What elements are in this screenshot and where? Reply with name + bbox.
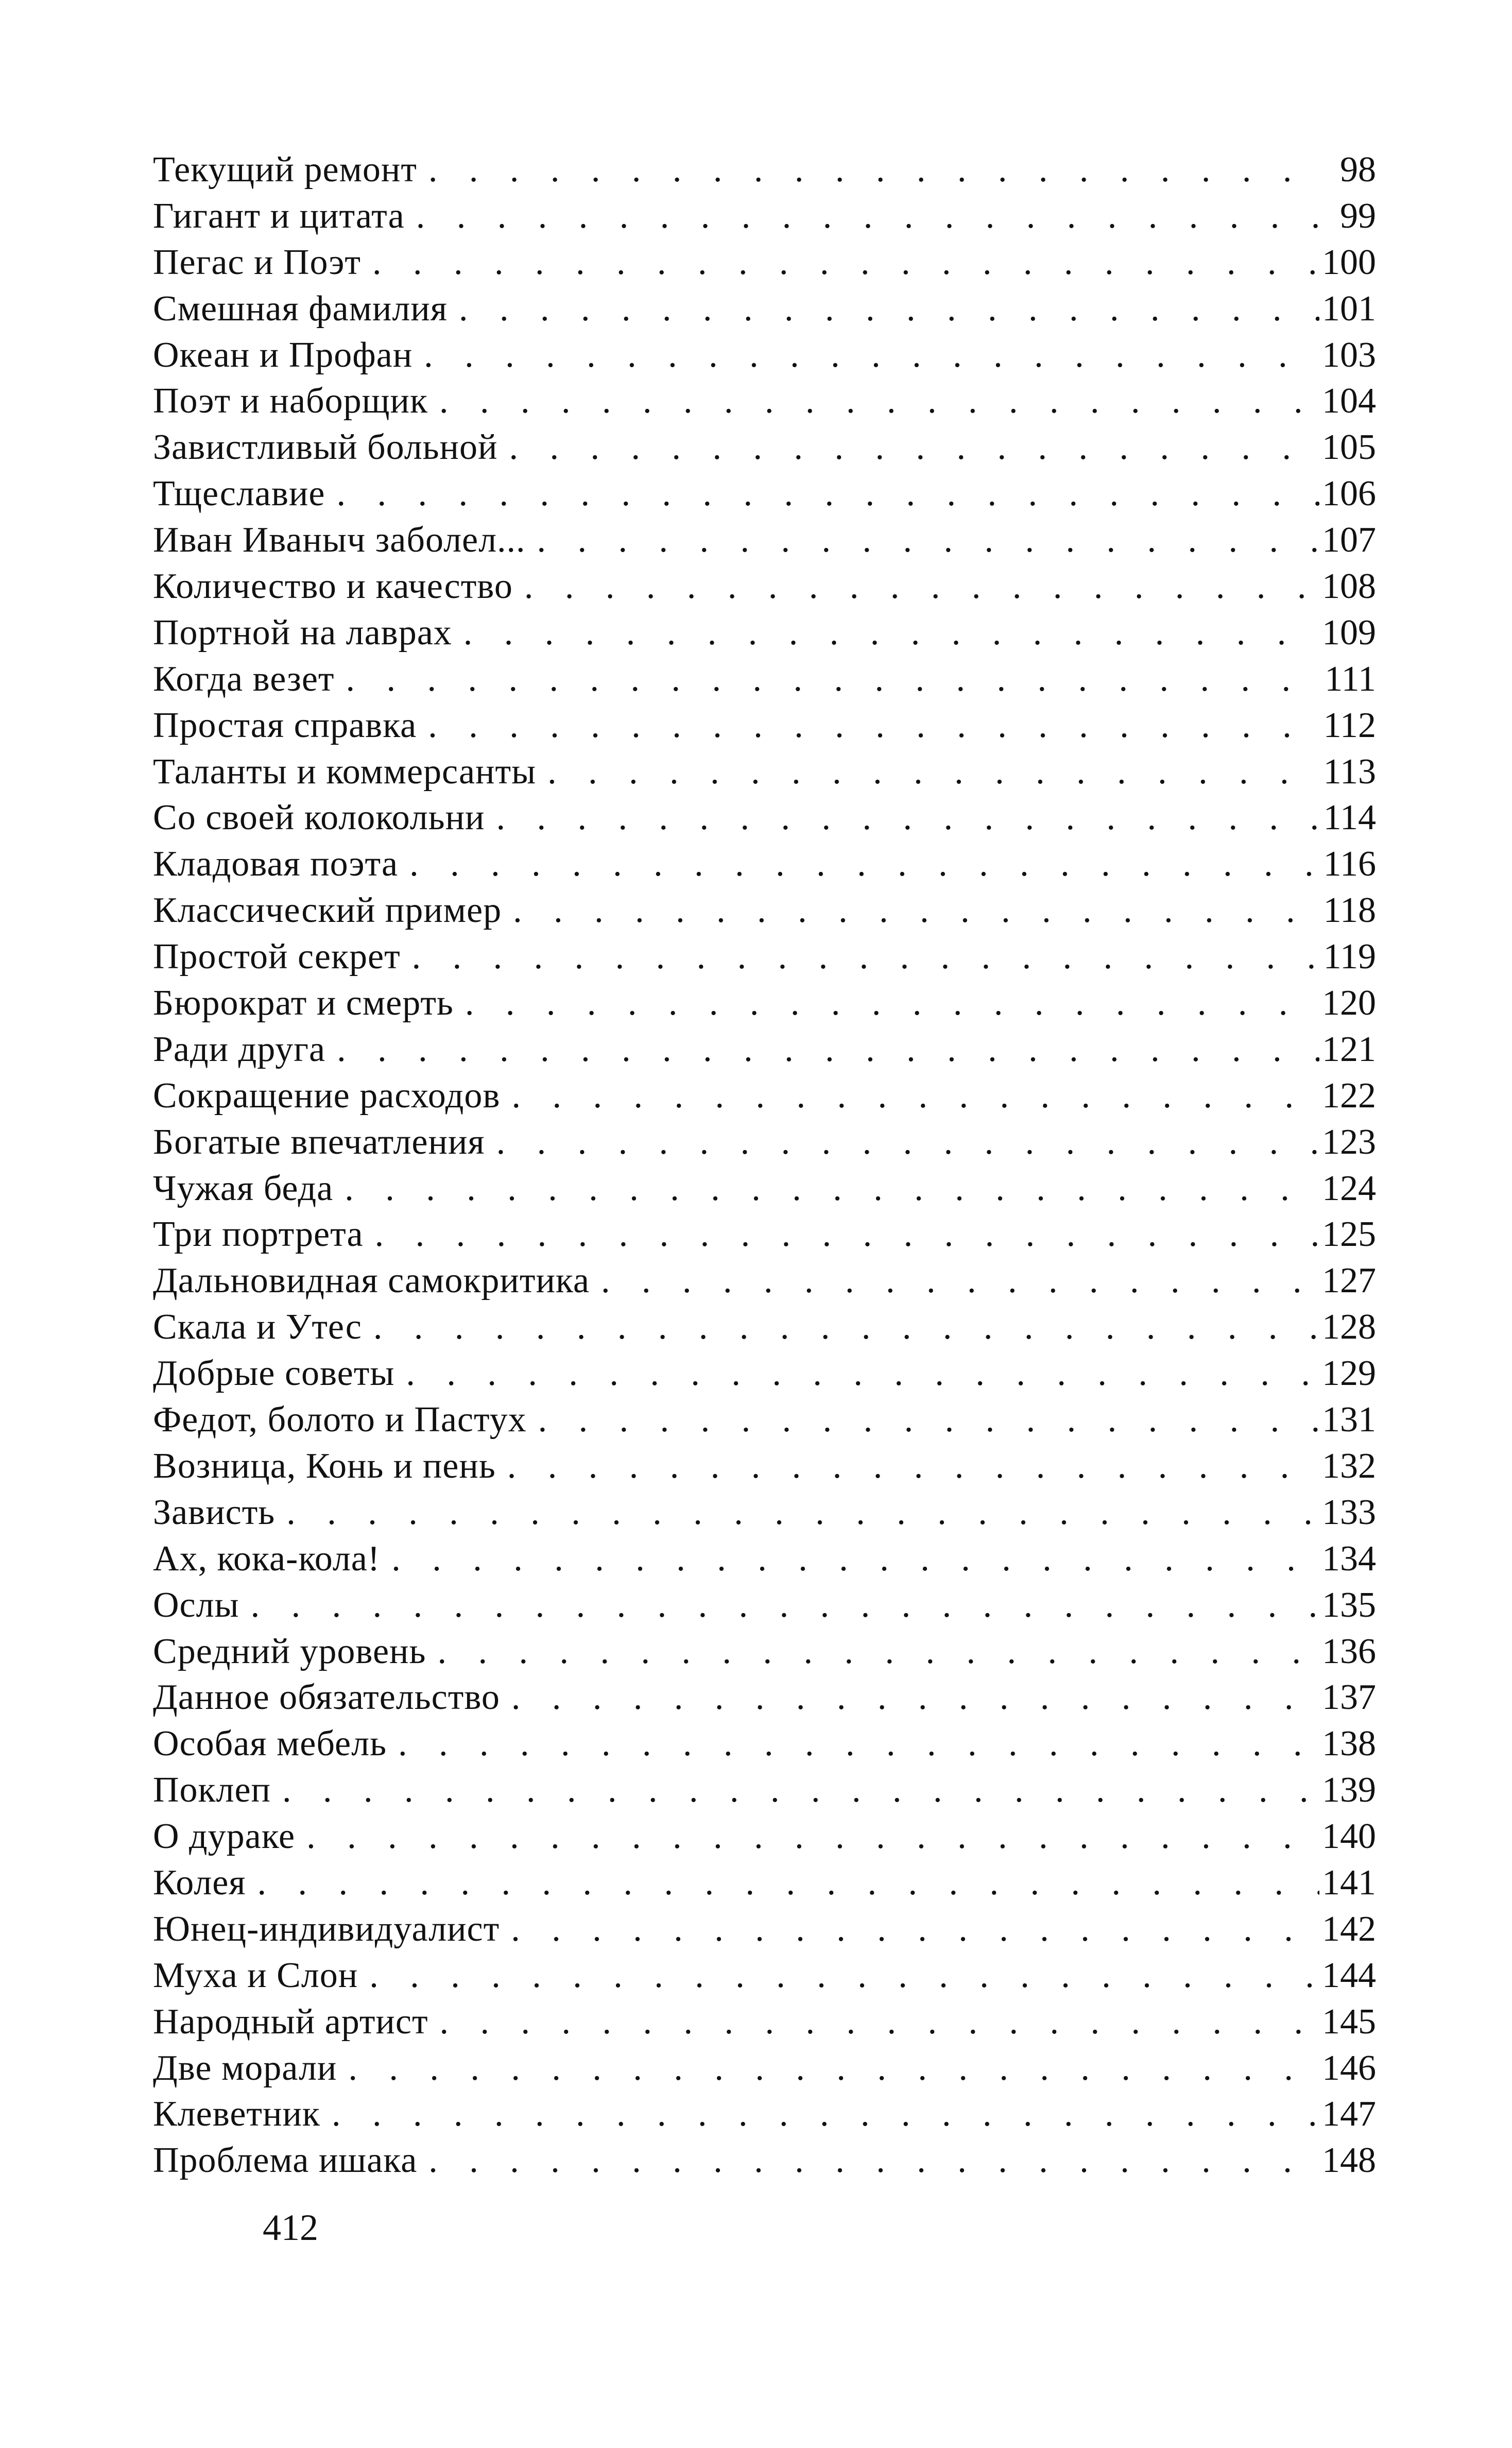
toc-entry — [153, 795, 1376, 841]
toc-entry-page: 119 — [1323, 937, 1376, 977]
toc-entry — [153, 1906, 1376, 1953]
toc-entry-page: 112 — [1323, 705, 1376, 745]
dot-leader — [527, 1397, 1319, 1443]
dot-leader — [401, 934, 1319, 980]
toc-entry-page: 116 — [1323, 844, 1376, 884]
toc-entry-page: 111 — [1325, 659, 1376, 699]
toc-entry — [153, 1211, 1376, 1258]
dot-leader — [417, 2137, 1319, 2184]
toc-entry-title: Сокращение расходов — [153, 1075, 501, 1116]
toc-entry-title: Иван Иваныч заболел... — [153, 520, 526, 560]
toc-entry-title: Муха и Слон — [153, 1955, 358, 1995]
toc-entry-page: 123 — [1322, 1122, 1376, 1162]
toc-entry-page: 147 — [1322, 2094, 1376, 2134]
dot-leader — [325, 471, 1319, 517]
dot-leader — [500, 1674, 1319, 1721]
toc-entry — [153, 1304, 1376, 1350]
toc-entry-title: Простая справка — [153, 705, 417, 745]
toc-entry — [153, 1536, 1376, 1582]
toc-entry-page: 124 — [1322, 1168, 1376, 1208]
toc-entry — [153, 332, 1376, 379]
toc-entry-page: 100 — [1322, 242, 1376, 282]
dot-leader — [295, 1813, 1319, 1860]
toc-entry — [153, 656, 1376, 703]
toc-entry-page: 132 — [1322, 1446, 1376, 1486]
toc-entry — [153, 749, 1376, 795]
toc-entry — [153, 1258, 1376, 1304]
toc-entry-page: 105 — [1322, 427, 1376, 468]
toc-entry-title: Смешная фамилия — [153, 288, 448, 329]
toc-entry — [153, 1166, 1376, 1212]
toc-entry-page: 142 — [1322, 1909, 1376, 1949]
toc-entry-page: 145 — [1322, 2001, 1376, 2042]
toc-entry-page: 118 — [1323, 891, 1376, 931]
toc-entry-title: Данное обязательство — [153, 1677, 500, 1718]
dot-leader — [358, 1953, 1319, 1999]
toc-entry — [153, 1813, 1376, 1860]
toc-entry — [153, 1999, 1376, 2045]
toc-entry-page: 104 — [1322, 381, 1376, 421]
toc-entry — [153, 563, 1376, 610]
toc-entry — [153, 286, 1376, 332]
toc-entry — [153, 1629, 1376, 1675]
toc-entry-page: 103 — [1322, 335, 1376, 375]
dot-leader — [454, 980, 1319, 1026]
toc-entry — [153, 1397, 1376, 1443]
toc-entry — [153, 980, 1376, 1026]
toc-entry — [153, 1073, 1376, 1119]
toc-entry — [153, 424, 1376, 471]
dot-leader — [485, 795, 1320, 841]
toc-entry — [153, 1953, 1376, 1999]
toc-entry-title: Количество и качество — [153, 567, 513, 607]
toc-entry-page: 99 — [1340, 196, 1376, 236]
dot-leader — [364, 1211, 1319, 1258]
dot-leader — [325, 1026, 1319, 1073]
toc-entry-title: Две морали — [153, 2048, 337, 2088]
toc-entry — [153, 517, 1376, 563]
toc-entry-title: Текущий ремонт — [153, 150, 417, 190]
toc-entry-page: 129 — [1322, 1354, 1376, 1394]
toc-entry — [153, 1582, 1376, 1629]
toc-entry-title: Проблема ишака — [153, 2141, 418, 2181]
toc-entry-title: Портной на лаврах — [153, 612, 452, 653]
dot-leader — [387, 1721, 1319, 1767]
toc-entry-title: Океан и Профан — [153, 335, 413, 375]
dot-leader — [320, 2091, 1319, 2137]
toc-entry-title: Когда везет — [153, 659, 335, 699]
toc-entry-title: Ослы — [153, 1585, 239, 1625]
dot-leader — [500, 1906, 1319, 1953]
toc-entry-page: 136 — [1322, 1631, 1376, 1671]
dot-leader — [361, 239, 1319, 286]
toc-entry-title: Юнец-индивидуалист — [153, 1909, 500, 1949]
toc-entry-page: 106 — [1322, 474, 1376, 514]
toc-entry — [153, 887, 1376, 934]
toc-entry-title: Таланты и коммерсанты — [153, 751, 537, 792]
dot-leader — [239, 1582, 1319, 1629]
toc-entry-page: 137 — [1322, 1677, 1376, 1718]
toc-entry-title: Ради друга — [153, 1029, 326, 1069]
toc-entry-page: 135 — [1322, 1585, 1376, 1625]
toc-entry — [153, 471, 1376, 517]
toc-entry-page: 125 — [1322, 1214, 1376, 1255]
dot-leader — [398, 841, 1319, 887]
toc-entry-page: 140 — [1322, 1817, 1376, 1857]
toc-entry-title: Дальновидная самокритика — [153, 1261, 590, 1301]
toc-entry — [153, 239, 1376, 286]
dot-leader — [417, 703, 1319, 749]
dot-leader — [536, 749, 1319, 795]
toc-entry-title: Три портрета — [153, 1214, 364, 1255]
toc-entry — [153, 1721, 1376, 1767]
toc-entry — [153, 1119, 1376, 1166]
dot-leader — [590, 1258, 1319, 1304]
dot-leader — [417, 147, 1319, 193]
toc-entry-page: 141 — [1322, 1862, 1376, 1903]
toc-entry-title: Со своей колокольни — [153, 798, 485, 838]
toc-entry-page: 146 — [1322, 2048, 1376, 2088]
toc-entry — [153, 193, 1376, 239]
toc-entry — [153, 841, 1376, 887]
toc-entry-page: 107 — [1322, 520, 1376, 560]
dot-leader — [428, 378, 1319, 424]
toc-entry-page: 121 — [1322, 1029, 1376, 1069]
toc-entry-title: Классический пример — [153, 891, 502, 931]
toc-entry-title: Гигант и цитата — [153, 196, 405, 236]
toc-entry-title: О дураке — [153, 1817, 296, 1857]
table-of-contents — [153, 147, 1376, 2184]
toc-entry-title: Ах, кока-кола! — [153, 1538, 381, 1579]
toc-entry-title: Скала и Утес — [153, 1307, 362, 1347]
toc-entry-page: 127 — [1322, 1261, 1376, 1301]
toc-entry-title: Простой секрет — [153, 937, 401, 977]
toc-entry-title: Народный артист — [153, 2001, 428, 2042]
toc-entry — [153, 610, 1376, 656]
dot-leader — [394, 1350, 1319, 1397]
toc-entry-page: 108 — [1322, 567, 1376, 607]
dot-leader — [513, 563, 1319, 610]
toc-entry-page: 113 — [1323, 751, 1376, 792]
toc-entry-title: Колея — [153, 1862, 246, 1903]
dot-leader — [333, 1166, 1319, 1212]
dot-leader — [275, 1490, 1319, 1536]
dot-leader — [246, 1860, 1319, 1906]
toc-entry — [153, 1443, 1376, 1490]
toc-entry-title: Возница, Конь и пень — [153, 1446, 496, 1486]
toc-entry — [153, 2091, 1376, 2137]
toc-entry-title: Бюрократ и смерть — [153, 983, 454, 1023]
toc-entry-title: Кладовая поэта — [153, 844, 399, 884]
toc-entry-page: 138 — [1322, 1724, 1376, 1764]
toc-entry — [153, 1674, 1376, 1721]
toc-entry-page: 120 — [1322, 983, 1376, 1023]
dot-leader — [448, 286, 1319, 332]
toc-entry-title: Зависть — [153, 1492, 276, 1532]
dot-leader — [452, 610, 1319, 656]
toc-entry-title: Добрые советы — [153, 1354, 395, 1394]
dot-leader — [271, 1767, 1319, 1813]
toc-entry-page: 122 — [1322, 1075, 1376, 1116]
toc-entry-title: Поклеп — [153, 1770, 271, 1810]
dot-leader — [502, 887, 1319, 934]
page-number: 412 — [263, 2207, 318, 2248]
toc-entry — [153, 1860, 1376, 1906]
toc-entry-page: 109 — [1322, 612, 1376, 653]
dot-leader — [335, 656, 1320, 703]
toc-entry-title: Чужая беда — [153, 1168, 334, 1208]
toc-entry — [153, 147, 1376, 193]
toc-entry — [153, 1026, 1376, 1073]
toc-entry-title: Богатые впечатления — [153, 1122, 485, 1162]
toc-entry — [153, 2137, 1376, 2184]
dot-leader — [497, 424, 1319, 471]
toc-entry-page: 128 — [1322, 1307, 1376, 1347]
toc-entry — [153, 1767, 1376, 1813]
toc-entry-page: 144 — [1322, 1955, 1376, 1995]
toc-entry-page: 133 — [1322, 1492, 1376, 1532]
dot-leader — [485, 1119, 1319, 1166]
toc-entry-title: Федот, болото и Пастух — [153, 1400, 527, 1440]
toc-entry-title: Пегас и Поэт — [153, 242, 361, 282]
toc-entry — [153, 1490, 1376, 1536]
dot-leader — [496, 1443, 1319, 1490]
toc-entry-title: Средний уровень — [153, 1631, 426, 1671]
dot-leader — [428, 1999, 1319, 2045]
toc-entry-page: 131 — [1322, 1400, 1376, 1440]
toc-entry-page: 148 — [1322, 2141, 1376, 2181]
toc-entry-title: Особая мебель — [153, 1724, 387, 1764]
dot-leader — [362, 1304, 1319, 1350]
dot-leader — [405, 193, 1319, 239]
dot-leader — [526, 517, 1319, 563]
dot-leader — [413, 332, 1319, 379]
toc-entry-title: Завистливый больной — [153, 427, 498, 468]
toc-entry-page: 134 — [1322, 1538, 1376, 1579]
toc-entry — [153, 2045, 1376, 2092]
dot-leader — [380, 1536, 1319, 1582]
toc-entry — [153, 703, 1376, 749]
toc-entry-title: Поэт и наборщик — [153, 381, 428, 421]
dot-leader — [426, 1629, 1319, 1675]
toc-entry-title: Клеветник — [153, 2094, 320, 2134]
toc-entry — [153, 934, 1376, 980]
toc-entry-page: 139 — [1322, 1770, 1376, 1810]
toc-entry — [153, 378, 1376, 424]
toc-entry — [153, 1350, 1376, 1397]
toc-entry-page: 98 — [1340, 150, 1376, 190]
dot-leader — [337, 2045, 1319, 2092]
toc-entry-page: 114 — [1323, 798, 1376, 838]
toc-entry-page: 101 — [1322, 288, 1376, 329]
dot-leader — [500, 1073, 1319, 1119]
toc-entry-title: Тщеславие — [153, 474, 325, 514]
